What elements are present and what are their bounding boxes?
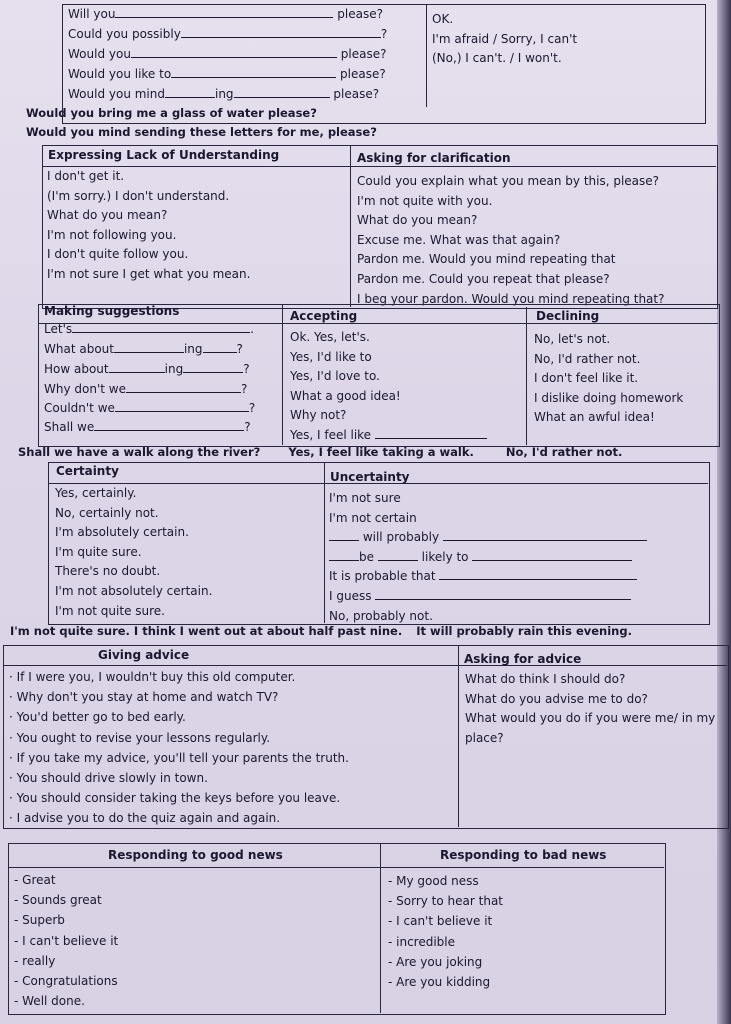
uncertainty-heading: Uncertainty: [330, 470, 410, 484]
giving-advice-heading: Giving advice: [98, 648, 190, 662]
request-line: Would you please?: [68, 47, 387, 61]
list-item: will probably: [329, 528, 647, 548]
list-item: - My good ness: [388, 874, 479, 888]
good-news-list: [14, 870, 118, 1011]
bad-news-list: [388, 871, 503, 992]
list-item: Excuse me. What was that again?: [357, 232, 561, 247]
list-item: I don't feel like it.: [534, 371, 639, 386]
news-header-rule: [8, 867, 664, 868]
list-item: Yes, certainly.: [55, 486, 137, 500]
request-line: Would you like to please?: [68, 67, 386, 81]
list-item: Why not?: [290, 408, 347, 423]
list-item: I'm quite sure.: [55, 544, 142, 559]
good-news-heading: Responding to good news: [108, 848, 283, 862]
advice-divider: [458, 645, 459, 827]
news-divider: [380, 843, 381, 1013]
list-item: - Congratulations: [14, 974, 118, 989]
list-item: No, certainly not.: [55, 505, 159, 520]
list-item: - Sorry to hear that: [388, 894, 503, 909]
list-item: I don't quite follow you.: [47, 247, 189, 262]
list-item: I'm absolutely certain.: [55, 525, 189, 540]
clarification-heading: Asking for clarification: [357, 151, 511, 165]
list-item: - Are you joking: [388, 954, 483, 969]
list-item: I'm not certain: [329, 510, 417, 525]
uncertainty-list: [329, 489, 647, 626]
binding-edge: [717, 0, 731, 1024]
list-item: · Why don't you stay at home and watch TV?: [9, 690, 279, 705]
list-item: No, probably not.: [329, 608, 433, 623]
request-responses: OK. I'm afraid / Sorry, I can't (No,) I can't. / I won't.: [432, 12, 578, 66]
list-item: What would you do if you were me/ in my: [465, 711, 716, 726]
certainty-divider: [324, 462, 325, 623]
list-item: - Superb: [14, 913, 65, 928]
certainty-example: I'm not quite sure. I think I went out at about half past nine. It will probably rain this evening.: [10, 624, 632, 638]
list-item: · I advise you to do the quiz again and again.: [9, 811, 281, 826]
list-item: What an awful idea!: [534, 410, 655, 425]
suggestion-line: Why don't we ?: [44, 382, 248, 396]
list-item: What do think I should do?: [465, 672, 626, 686]
list-item: - Great: [14, 873, 56, 887]
asking-advice-heading: Asking for advice: [464, 652, 582, 666]
list-item: Pardon me. Could you repeat that please?: [357, 271, 610, 286]
understanding-heading: Expressing Lack of Understanding: [48, 148, 280, 162]
list-item: I beg your pardon. Would you mind repeating that?: [357, 291, 665, 306]
list-item: I dislike doing homework: [534, 390, 684, 405]
suggestions-heading: Making suggestions: [44, 304, 180, 318]
suggestion-line: Let's .: [44, 322, 254, 336]
list-item: · If I were you, I wouldn't buy this old computer.: [9, 670, 296, 684]
understanding-list: [47, 167, 250, 285]
list-item: I'm not quite sure.: [55, 603, 165, 618]
list-item: No, I'd rather not.: [534, 351, 641, 366]
list-item: - I can't believe it: [14, 933, 119, 948]
list-item: What a good idea!: [290, 388, 401, 403]
list-item: - Are you kidding: [388, 975, 491, 990]
suggestions-divider-2: [526, 307, 527, 445]
list-item: Yes, I feel like: [290, 426, 487, 446]
asking-advice-list: [465, 670, 715, 748]
list-item: Yes, I'd like to: [290, 349, 372, 364]
suggestion-line: How about ing ?: [44, 362, 250, 376]
list-item: · You ought to revise your lessons regularly.: [9, 730, 271, 745]
list-item: Yes, I'd love to.: [290, 369, 380, 384]
declining-heading: Declining: [536, 309, 600, 323]
suggestion-example: Shall we have a walk along the river? Yes, I feel like taking a walk. No, I'd rather not.: [18, 445, 623, 459]
list-item: No, let's not.: [534, 332, 611, 346]
list-item: - Well done.: [14, 994, 85, 1009]
list-item: (I'm sorry.) I don't understand.: [47, 188, 230, 203]
suggestion-line: Couldn't we ?: [44, 401, 256, 415]
list-item: - I can't believe it: [388, 914, 493, 929]
list-item: I'm not quite with you.: [357, 193, 493, 208]
list-item: be likely to: [329, 548, 647, 568]
accepting-heading: Accepting: [290, 309, 358, 323]
list-item: I'm not following you.: [47, 227, 177, 242]
suggestion-line: What about ing ?: [44, 342, 243, 356]
list-item: · If you take my advice, you'll tell your parents the truth.: [9, 750, 349, 765]
bad-news-heading: Responding to bad news: [440, 848, 607, 862]
declining-list: [534, 330, 683, 428]
list-item: Ok. Yes, let's.: [290, 330, 370, 344]
list-item: There's no doubt.: [55, 564, 161, 579]
list-item: · You'd better go to bed early.: [9, 710, 186, 725]
list-item: It is probable that: [329, 567, 647, 587]
list-item: - incredible: [388, 934, 456, 949]
requests-divider: [426, 4, 427, 107]
list-item: - Sounds great: [14, 893, 102, 908]
list-item: I don't get it.: [47, 169, 125, 183]
clarification-list: [357, 172, 665, 309]
request-line: Could you possibly ?: [68, 27, 388, 41]
suggestions-divider-1: [282, 304, 283, 445]
suggestion-line: Shall we ?: [44, 420, 251, 434]
certainty-list: [55, 484, 212, 621]
list-item: What do you mean?: [47, 208, 168, 223]
request-examples: Would you bring me a glass of water please? Would you mind sending these letters for me, please?: [26, 106, 377, 139]
list-item: Could you explain what you mean by this, please?: [357, 174, 660, 188]
list-item: I guess: [329, 587, 647, 607]
list-item: place?: [465, 730, 504, 745]
accepting-list: [290, 328, 487, 446]
list-item: Pardon me. Would you mind repeating that: [357, 252, 616, 267]
giving-advice-list: [9, 667, 349, 829]
advice-header-rule: [3, 665, 727, 666]
list-item: I'm not absolutely certain.: [55, 583, 213, 598]
list-item: I'm not sure: [329, 491, 401, 505]
request-line: Would you mind ing please?: [68, 87, 380, 101]
list-item: - really: [14, 953, 56, 968]
list-item: What do you advise me to do?: [465, 691, 648, 706]
understanding-divider: [350, 145, 351, 307]
certainty-heading: Certainty: [56, 464, 119, 478]
request-line: Will you please?: [68, 7, 383, 21]
list-item: · You should consider taking the keys before you leave.: [9, 791, 341, 806]
list-item: What do you mean?: [357, 213, 478, 228]
list-item: I'm not sure I get what you mean.: [47, 266, 251, 281]
list-item: · You should drive slowly in town.: [9, 771, 208, 786]
